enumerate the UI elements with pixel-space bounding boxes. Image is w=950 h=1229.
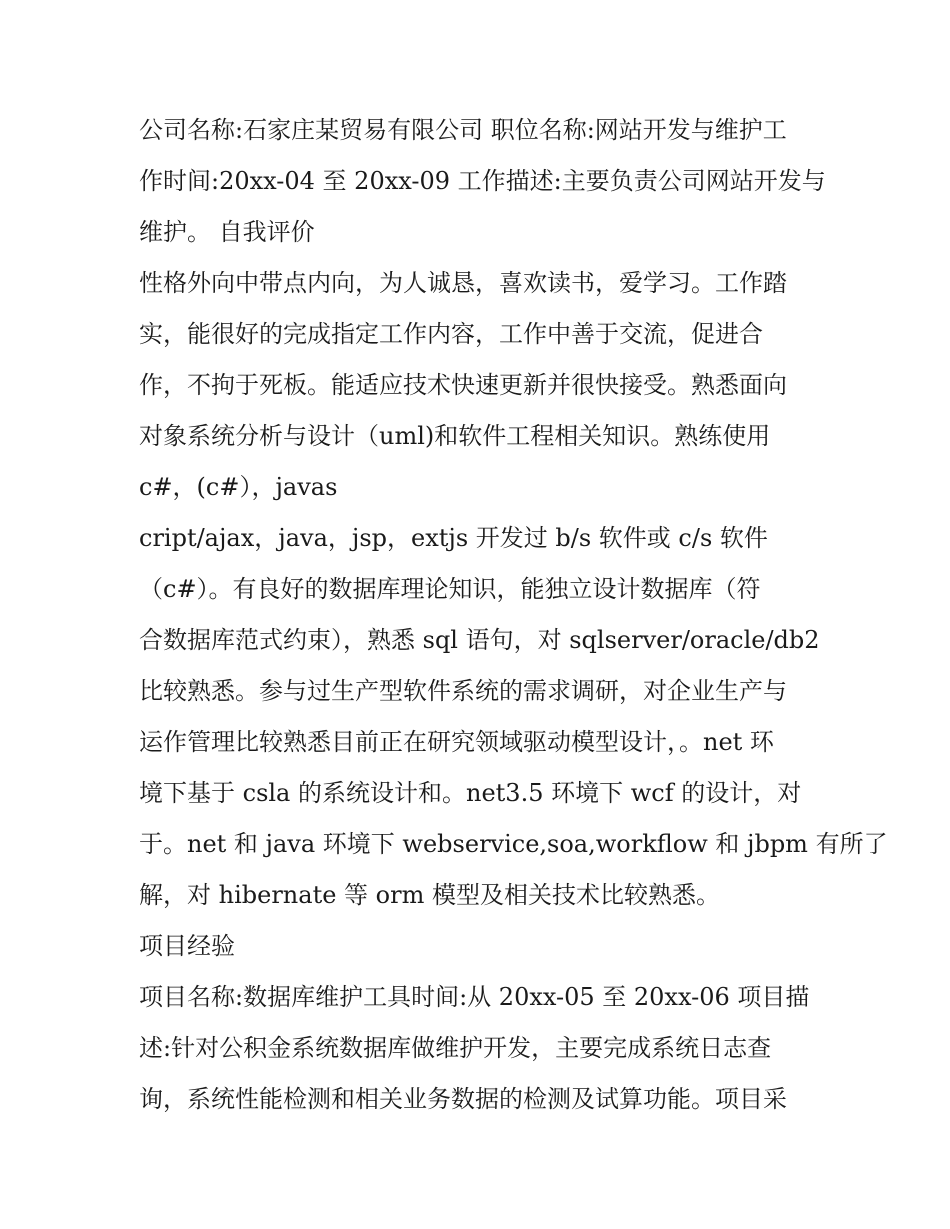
document-body — [139, 105, 888, 1125]
body-line: cript/ajax，java，jsp，extjs 开发过 b/s 软件或 c/s 软件 — [139, 524, 768, 552]
body-line: 解，对 hibernate 等 orm 模型及相关技术比较熟悉。 — [139, 881, 720, 909]
body-line: 述:针对公积金系统数据库做维护开发，主要完成系统日志查 — [139, 1034, 772, 1062]
body-line: 性格外向中带点内向，为人诚恳，喜欢读书，爱学习。工作踏 — [139, 269, 787, 297]
body-line: c#，(c#），javas — [139, 473, 338, 501]
body-line: 合数据库范式约束），熟悉 sql 语句，对 sqlserver/oracle/db2 — [139, 626, 820, 654]
body-line: 维护。 自我评价 — [139, 218, 315, 246]
body-line: 询，系统性能检测和相关业务数据的检测及试算功能。项目采 — [139, 1085, 787, 1113]
body-line: 公司名称:石家庄某贸易有限公司 职位名称:网站开发与维护工 — [139, 116, 787, 144]
body-line: 作，不拘于死板。能适应技术快速更新并很快接受。熟悉面向 — [139, 371, 787, 399]
body-line: 运作管理比较熟悉目前正在研究领域驱动模型设计，。net 环 — [139, 728, 774, 756]
section-heading-project-experience: 项目经验 — [139, 932, 235, 960]
body-line: 作时间:20xx-04 至 20xx-09 工作描述:主要负责公司网站开发与 — [139, 167, 826, 195]
body-line: 比较熟悉。参与过生产型软件系统的需求调研，对企业生产与 — [139, 677, 787, 705]
body-line: （c#）。有良好的数据库理论知识，能独立设计数据库（符 — [139, 575, 761, 603]
body-line: 境下基于 csla 的系统设计和。net3.5 环境下 wcf 的设计，对 — [139, 779, 802, 807]
body-line: 项目名称:数据库维护工具时间:从 20xx-05 至 20xx-06 项目描 — [139, 983, 810, 1011]
body-line: 实，能很好的完成指定工作内容，工作中善于交流，促进合 — [139, 320, 763, 348]
body-line: 于。net 和 java 环境下 webservice,soa,workflow 和 jbpm 有所了 — [139, 830, 888, 858]
body-line: 对象系统分析与设计（uml)和软件工程相关知识。熟练使用 — [139, 422, 771, 450]
